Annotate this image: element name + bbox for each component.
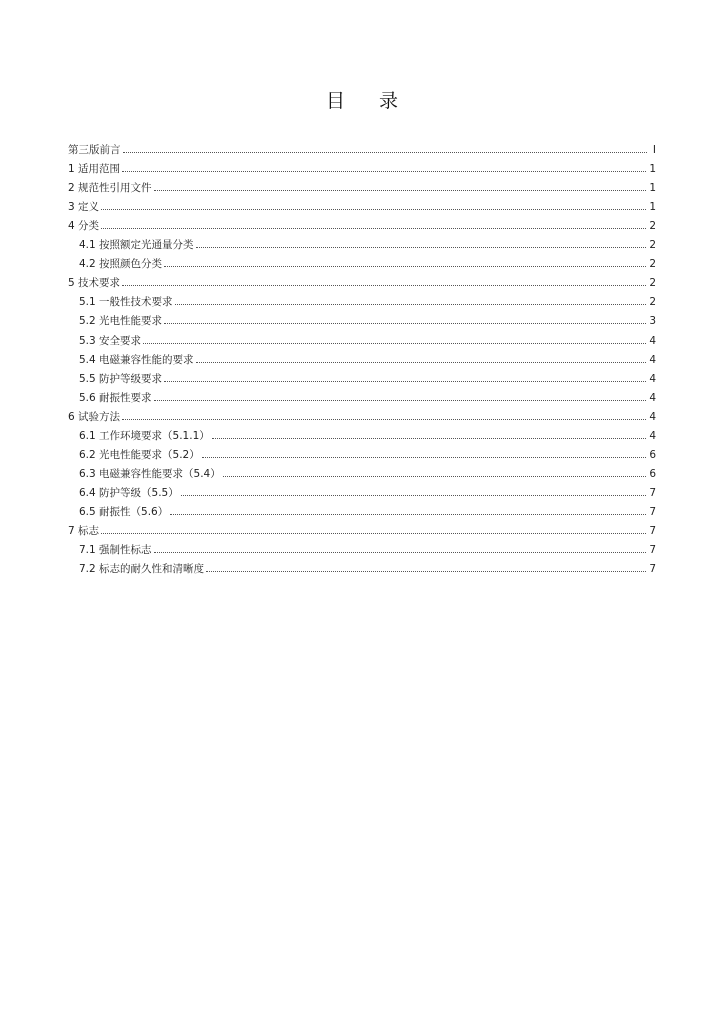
toc-entry-label: 第三版前言 [68, 144, 121, 157]
toc-entry-label: 6.1 工作环境要求（5.1.1） [79, 429, 210, 442]
toc-entry-label: 6.2 光电性能要求（5.2） [79, 448, 200, 461]
toc-entry-page-number: 4 [649, 429, 656, 442]
toc-entry-label: 1 适用范围 [68, 163, 121, 176]
toc-entry[interactable] [68, 461, 656, 480]
toc-entry[interactable] [68, 289, 656, 308]
toc-dot-leader [154, 399, 647, 401]
toc-entry-page-number: 3 [649, 315, 656, 328]
page-title: 目 录 [325, 90, 413, 112]
toc-entry-page-number: 2 [649, 296, 656, 309]
toc-entry-page-number: 7 [649, 505, 656, 518]
toc-entry-label: 5 技术要求 [68, 277, 121, 290]
toc-dot-leader [223, 475, 647, 477]
toc-entry[interactable] [68, 327, 656, 346]
toc-entry-label: 4.1 按照额定光通量分类 [79, 239, 194, 252]
table-of-contents [68, 137, 656, 575]
toc-entry[interactable] [68, 480, 656, 499]
toc-entry[interactable] [68, 499, 656, 518]
toc-entry[interactable] [68, 442, 656, 461]
toc-entry-page-number: 1 [649, 163, 656, 176]
toc-entry-label: 4 分类 [68, 220, 100, 233]
toc-entry[interactable] [68, 156, 656, 175]
toc-entry-label: 6.5 耐振性（5.6） [79, 505, 169, 518]
toc-dot-leader [196, 246, 647, 248]
toc-entry-page-number: 7 [649, 544, 656, 557]
toc-entry-page-number: 2 [649, 277, 656, 290]
toc-entry-label: 7.1 强制性标志 [79, 544, 152, 557]
toc-entry-page-number: 4 [649, 353, 656, 366]
toc-entry-page-number: 4 [649, 391, 656, 404]
toc-entry-page-number: 2 [649, 220, 656, 233]
toc-entry-page-number: 4 [649, 410, 656, 423]
toc-entry[interactable] [68, 137, 656, 156]
toc-entry[interactable] [68, 366, 656, 385]
toc-entry-page-number: 2 [649, 239, 656, 252]
toc-entry-page-number: 7 [649, 486, 656, 499]
toc-dot-leader [101, 532, 646, 534]
toc-dot-leader [212, 437, 647, 439]
toc-entry[interactable] [68, 251, 656, 270]
toc-entry-page-number: 1 [649, 201, 656, 214]
toc-entry-label: 3 定义 [68, 201, 100, 214]
toc-entry-page-number: 1 [649, 182, 656, 195]
toc-entry[interactable] [68, 423, 656, 442]
toc-entry[interactable] [68, 556, 656, 575]
toc-entry-label: 6.4 防护等级（5.5） [79, 486, 179, 499]
toc-dot-leader [101, 227, 646, 229]
toc-dot-leader [143, 342, 646, 344]
toc-dot-leader [154, 189, 647, 191]
toc-entry-page-number: 7 [649, 563, 656, 576]
toc-dot-leader [101, 208, 646, 210]
toc-entry-page-number: 6 [649, 448, 656, 461]
toc-entry[interactable] [68, 537, 656, 556]
toc-dot-leader [206, 570, 646, 572]
toc-entry-label: 4.2 按照颜色分类 [79, 258, 163, 271]
toc-entry-label: 5.3 安全要求 [79, 334, 142, 347]
toc-entry[interactable] [68, 213, 656, 232]
toc-entry-page-number: 7 [649, 524, 656, 537]
toc-dot-leader [170, 513, 646, 515]
toc-entry[interactable] [68, 175, 656, 194]
toc-entry[interactable] [68, 347, 656, 366]
toc-dot-leader [122, 284, 646, 286]
toc-dot-leader [164, 322, 646, 324]
toc-entry[interactable] [68, 308, 656, 327]
toc-entry-label: 5.6 耐振性要求 [79, 391, 152, 404]
toc-entry[interactable] [68, 194, 656, 213]
toc-entry-label: 7.2 标志的耐久性和清晰度 [79, 563, 205, 576]
toc-entry[interactable] [68, 270, 656, 289]
toc-entry-label: 5.1 一般性技术要求 [79, 296, 173, 309]
toc-entry-label: 5.5 防护等级要求 [79, 372, 163, 385]
toc-entry-page-number: I [652, 144, 656, 157]
toc-entry-label: 2 规范性引用文件 [68, 182, 152, 195]
toc-dot-leader [122, 418, 646, 420]
toc-entry-page-number: 4 [649, 372, 656, 385]
toc-entry[interactable] [68, 518, 656, 537]
toc-entry-page-number: 6 [649, 467, 656, 480]
toc-entry[interactable] [68, 232, 656, 251]
toc-entry-page-number: 4 [649, 334, 656, 347]
toc-entry-label: 6.3 电磁兼容性能要求（5.4） [79, 467, 221, 480]
toc-entry-page-number: 2 [649, 258, 656, 271]
toc-dot-leader [196, 361, 647, 363]
toc-dot-leader [123, 151, 648, 153]
toc-dot-leader [202, 456, 647, 458]
toc-entry-label: 5.4 电磁兼容性能的要求 [79, 353, 194, 366]
toc-entry-label: 5.2 光电性能要求 [79, 315, 163, 328]
toc-dot-leader [181, 494, 647, 496]
toc-dot-leader [164, 265, 646, 267]
toc-dot-leader [175, 303, 647, 305]
toc-dot-leader [164, 380, 646, 382]
toc-entry[interactable] [68, 404, 656, 423]
toc-entry-label: 7 标志 [68, 524, 100, 537]
toc-entry-label: 6 试验方法 [68, 410, 121, 423]
toc-dot-leader [122, 170, 646, 172]
toc-entry[interactable] [68, 385, 656, 404]
toc-dot-leader [154, 551, 647, 553]
